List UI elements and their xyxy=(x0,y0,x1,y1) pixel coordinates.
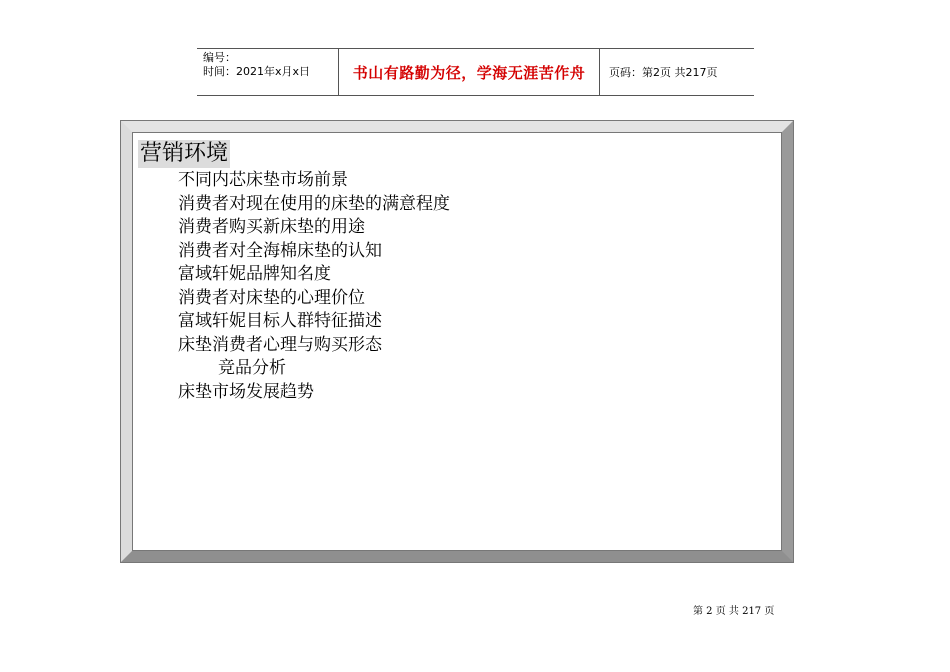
outline-item: 富域轩妮品牌知名度 xyxy=(178,264,331,284)
outline-item: 富域轩妮目标人群特征描述 xyxy=(178,311,382,331)
outline-item: 床垫市场发展趋势 xyxy=(178,381,314,402)
header-page-code: 页码：第2页 共217页 xyxy=(609,66,718,79)
slide-frame xyxy=(121,121,793,562)
slide-title: 营销环境 xyxy=(140,141,229,166)
outline-item: 消费者对床垫的心理价位 xyxy=(178,287,365,308)
outline-item: 床垫消费者心理与购买形态 xyxy=(178,334,382,355)
page-footer: 第 2 页 共 217 页 xyxy=(693,606,775,617)
outline-item: 消费者对全海棉床垫的认知 xyxy=(178,240,382,261)
document-header xyxy=(197,48,754,96)
outline-list xyxy=(178,169,450,404)
slide-content xyxy=(132,132,782,551)
outline-item: 不同内芯床垫市场前景 xyxy=(178,170,348,190)
outline-item: 竞品分析 xyxy=(218,358,286,378)
outline-item: 消费者对现在使用的床垫的满意程度 xyxy=(178,193,450,214)
number-label: 编号： xyxy=(203,51,236,64)
outline-item: 消费者购买新床垫的用途 xyxy=(178,217,365,237)
time-label: 时间：2021年x月x日 xyxy=(203,65,311,78)
header-meta xyxy=(197,49,338,95)
header-motto: 书山有路勤为径，学海无涯苦作舟 xyxy=(338,49,600,95)
